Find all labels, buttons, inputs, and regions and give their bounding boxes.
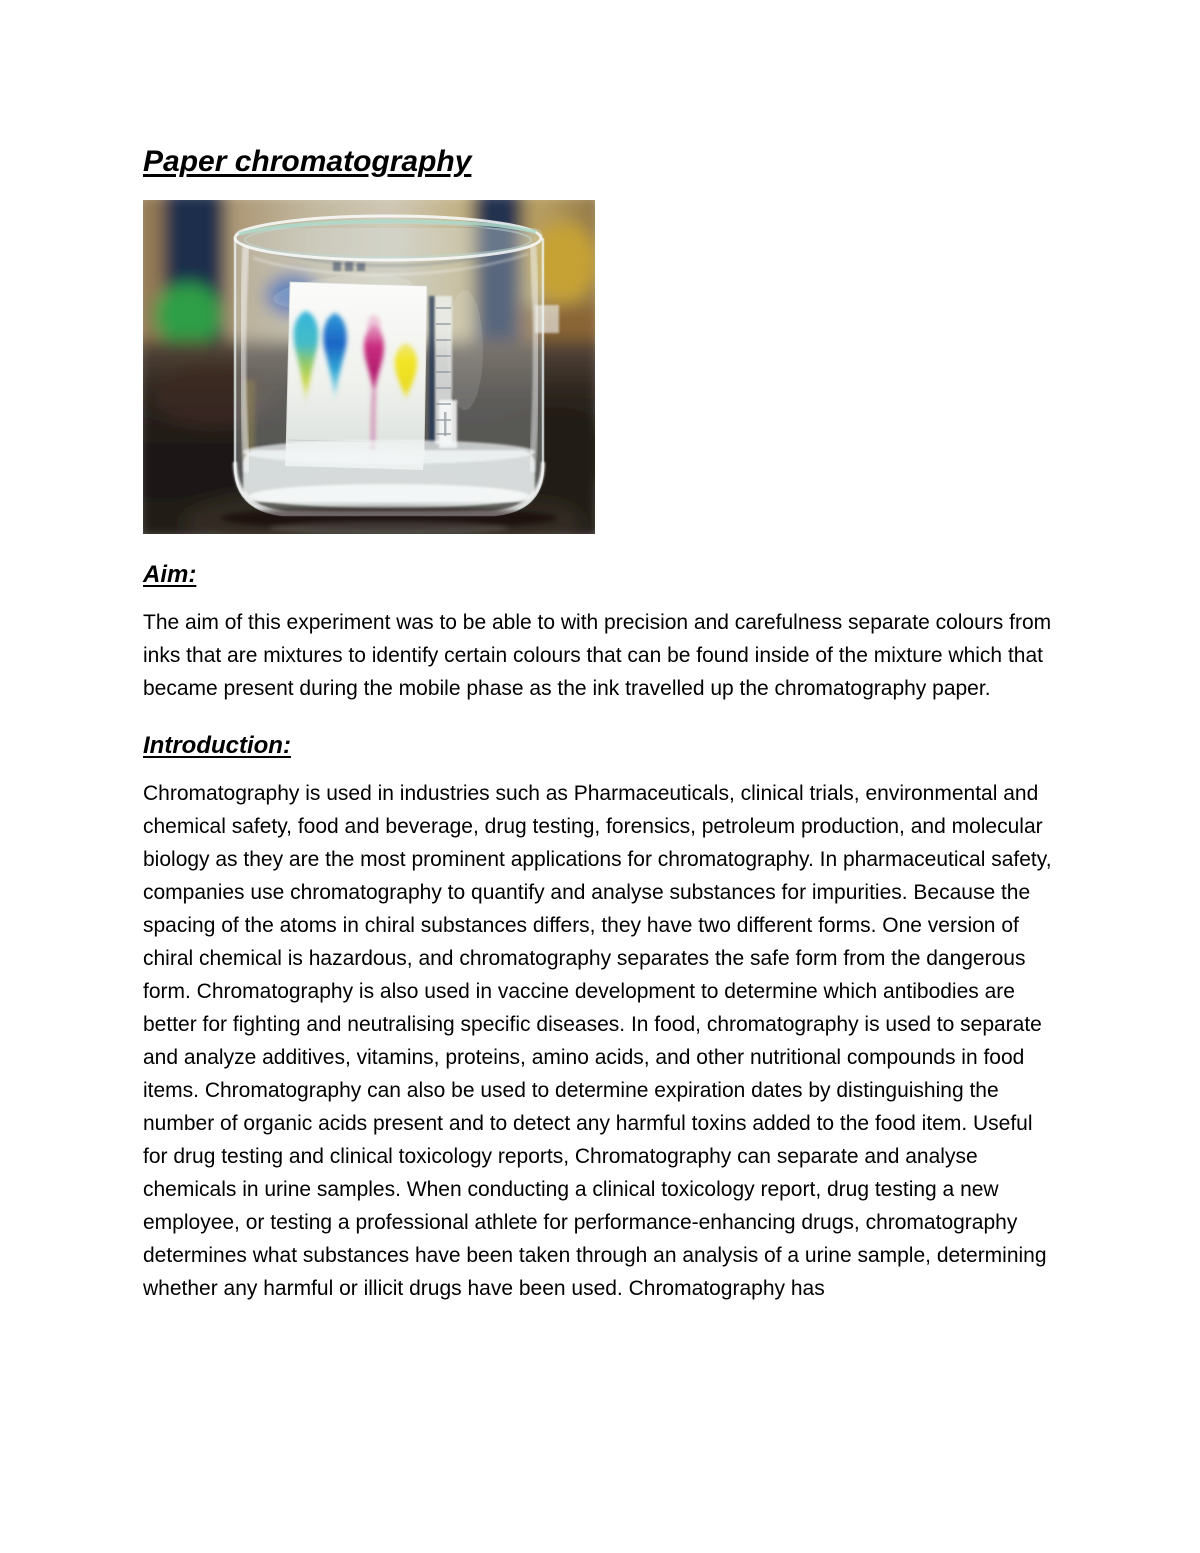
introduction-heading: Introduction:	[143, 732, 291, 759]
beaker-rim	[235, 216, 541, 260]
introduction-paragraph: Chromatography is used in industries such as Pharmaceuticals, clinical trials, environmental and chemical safety, food and beverage, drug testing, forensics, petroleum production, and molecular biology as they are the most prominent applications for chromatography. In pharmaceutical safety, companies use chromatography to quantify and analyse substances for impurities. Because the spacing of the atoms in chiral substances differs, they have two different forms. One version of chiral chemical is hazardous, and chromatography separates the safe form from the dangerous form. Chromatography is also used in vaccine development to determine which antibodies are better for fighting and neutralising specific diseases. In food, chromatography is used to separate and analyze additives, vitamins, proteins, amino acids, and other nutritional compounds in food items. Chromatography can also be used to determine expiration dates by distinguishing the number of organic acids present and to detect any harmful toxins added to the food item. Useful for drug testing and clinical toxicology reports, Chromatography can separate and analyse chemicals in urine samples. When conducting a clinical toxicology report, drug testing a new employee, or testing a professional athlete for performance-enhancing drugs, chromatography determines what substances have been taken through an analysis of a urine sample, determining whether any harmful or illicit drugs have been used. Chromatography has	[143, 782, 1052, 1300]
chromatography-photo	[143, 200, 595, 534]
figure-beaker-photo	[143, 200, 595, 534]
aim-paragraph: The aim of this experiment was to be able to with precision and carefulness separate colours from inks that are mixtures to identify certain colours that can be found inside of the mixture which that became present during the mobile phase as the ink travelled up the chromatography paper.	[143, 611, 1052, 700]
document-title: Paper chromatography	[143, 145, 472, 178]
aim-heading: Aim:	[143, 561, 197, 588]
